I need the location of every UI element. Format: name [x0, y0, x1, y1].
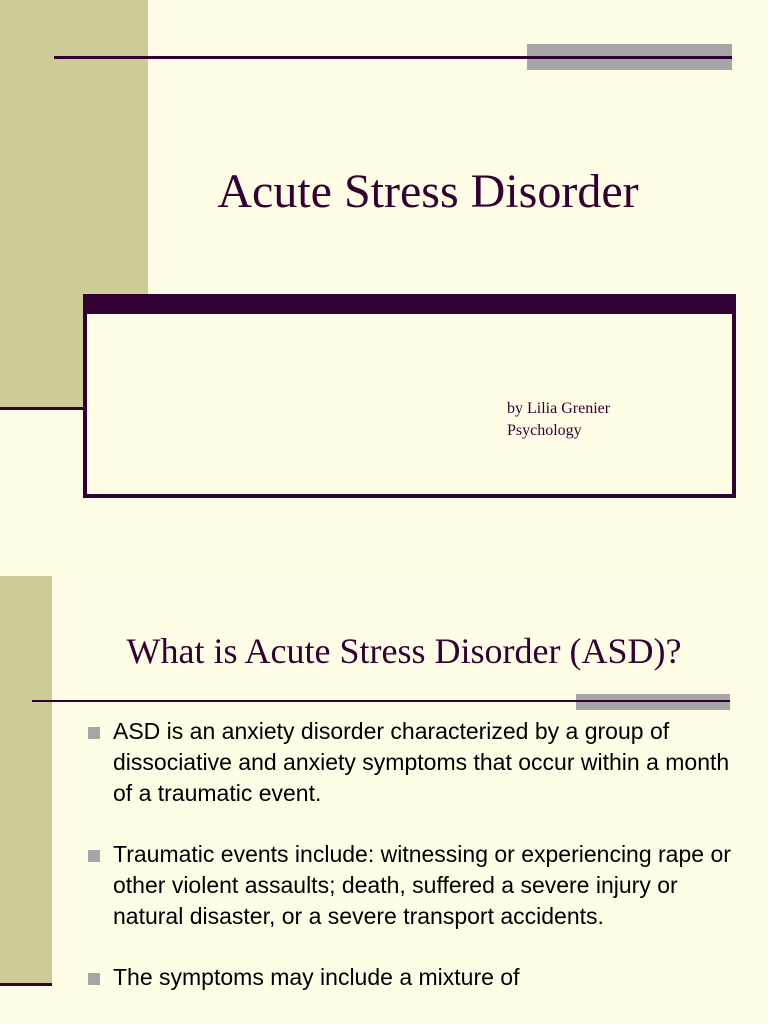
- content-slide: [0, 576, 768, 1024]
- square-bullet-icon: [88, 850, 100, 862]
- bullet-text: ASD is an anxiety disorder characterized by a group of dissociative and anxiety symptoms that occur within a month of a traumatic event.: [113, 718, 730, 806]
- square-bullet-icon: [88, 973, 100, 985]
- sidebar-decoration: [0, 576, 52, 986]
- top-accent-bar: [527, 44, 732, 70]
- slide-title: What is Acute Stress Disorder (ASD)?: [126, 631, 682, 671]
- slide-title: Acute Stress Disorder: [217, 165, 639, 218]
- subtitle-box: [83, 294, 736, 498]
- list-item: [86, 716, 746, 809]
- sidebar-rule: [0, 983, 52, 986]
- square-bullet-icon: [88, 727, 100, 739]
- subject-line: Psychology: [507, 422, 582, 439]
- bullet-text: The symptoms may include a mixture of: [113, 964, 520, 990]
- title-accent-bar: [576, 694, 730, 710]
- left-rule: [0, 407, 86, 410]
- author-line: by Lilia Grenier: [507, 400, 611, 417]
- bullet-list: [86, 716, 746, 1023]
- bullet-text: Traumatic events include: witnessing or experiencing rape or other violent assaults; death, suffered a severe injury or natural disaster, or a severe transport accidents.: [113, 841, 731, 929]
- list-item: [86, 962, 746, 993]
- list-item: [86, 839, 746, 932]
- subtitle: [507, 398, 727, 442]
